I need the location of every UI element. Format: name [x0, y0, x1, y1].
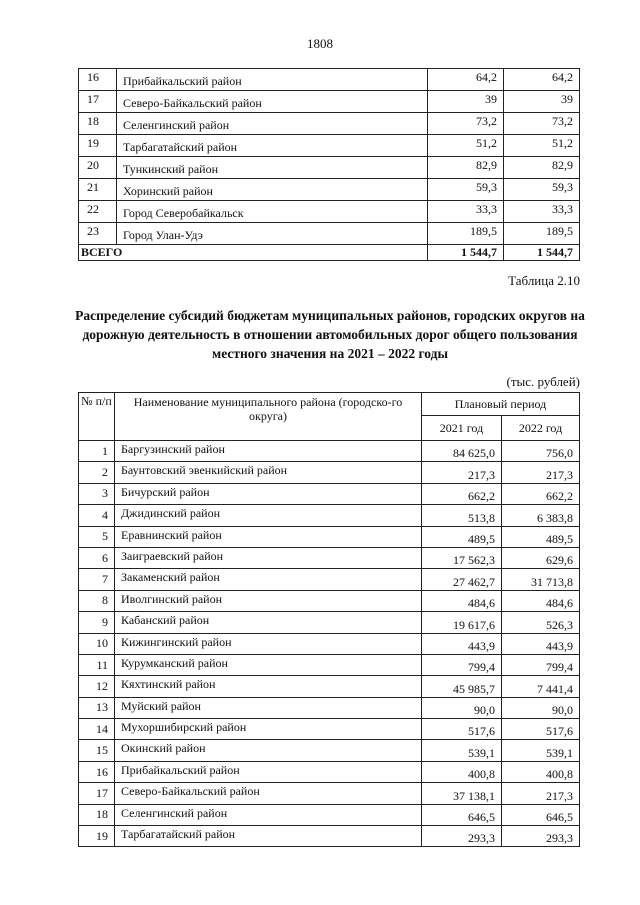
table-row	[79, 201, 580, 223]
table-row	[79, 547, 580, 568]
row-number: 2	[79, 462, 115, 483]
table-row	[79, 135, 580, 157]
row-number: 14	[79, 719, 115, 740]
table-row	[79, 441, 580, 462]
table-row	[79, 633, 580, 654]
row-value-2021: 539,1	[422, 740, 502, 761]
row-value-1: 51,2	[428, 135, 504, 157]
row-value-2021: 646,5	[422, 804, 502, 825]
row-value-2021: 443,9	[422, 633, 502, 654]
row-value-1: 189,5	[428, 223, 504, 245]
table-row	[79, 569, 580, 590]
top-continuation-table	[78, 68, 580, 261]
row-name: Баргузинский район	[115, 441, 422, 462]
row-number: 21	[79, 179, 117, 201]
header-number: № п/п	[79, 393, 115, 441]
table-row	[79, 697, 580, 718]
row-value-2021: 37 138,1	[422, 783, 502, 804]
row-name: Муйский район	[115, 697, 422, 718]
row-value-2022: 646,5	[502, 804, 580, 825]
row-name: Кяхтинский район	[115, 676, 422, 697]
row-number: 5	[79, 526, 115, 547]
row-number: 7	[79, 569, 115, 590]
row-value-2021: 45 985,7	[422, 676, 502, 697]
row-number: 16	[79, 761, 115, 782]
row-number: 3	[79, 483, 115, 504]
table-row	[79, 590, 580, 611]
row-value-2: 33,3	[504, 201, 580, 223]
row-value-2021: 19 617,6	[422, 612, 502, 633]
row-value-2021: 484,6	[422, 590, 502, 611]
row-name: Тарбагатайский район	[117, 135, 428, 157]
row-value-2: 73,2	[504, 113, 580, 135]
table-row	[79, 676, 580, 697]
row-name: Кабанский район	[115, 612, 422, 633]
row-number: 20	[79, 157, 117, 179]
row-number: 11	[79, 654, 115, 675]
row-number: 18	[79, 804, 115, 825]
row-value-2022: 217,3	[502, 783, 580, 804]
table-row	[79, 223, 580, 245]
table-row	[79, 826, 580, 847]
row-number: 4	[79, 505, 115, 526]
row-value-2022: 489,5	[502, 526, 580, 547]
row-value-2: 51,2	[504, 135, 580, 157]
row-name: Прибайкальский район	[115, 761, 422, 782]
row-number: 19	[79, 135, 117, 157]
page-number: 1808	[307, 36, 333, 51]
row-number: 19	[79, 826, 115, 847]
row-value-2021: 517,6	[422, 719, 502, 740]
unit-label: (тыс. рублей)	[506, 374, 580, 389]
row-value-2022: 31 713,8	[502, 569, 580, 590]
row-value-2022: 293,3	[502, 826, 580, 847]
row-name: Бичурский район	[115, 483, 422, 504]
row-number: 18	[79, 113, 117, 135]
table-row	[79, 113, 580, 135]
row-value-2022: 7 441,4	[502, 676, 580, 697]
row-value-2022: 217,3	[502, 462, 580, 483]
row-name: Закаменский район	[115, 569, 422, 590]
row-name: Город Улан-Удэ	[117, 223, 428, 245]
row-value-2022: 400,8	[502, 761, 580, 782]
row-number: 13	[79, 697, 115, 718]
row-number: 1	[79, 441, 115, 462]
header-year-2022: 2022 год	[502, 416, 580, 441]
row-value-2021: 90,0	[422, 697, 502, 718]
row-value-2021: 293,3	[422, 826, 502, 847]
row-value-2022: 517,6	[502, 719, 580, 740]
row-value-2: 82,9	[504, 157, 580, 179]
row-name: Заиграевский район	[115, 547, 422, 568]
row-name: Северо-Байкальский район	[115, 783, 422, 804]
row-name: Баунтовский эвенкийский район	[115, 462, 422, 483]
table-row	[79, 654, 580, 675]
row-value-2: 59,3	[504, 179, 580, 201]
row-value-2: 189,5	[504, 223, 580, 245]
row-value-2022: 6 383,8	[502, 505, 580, 526]
row-name: Еравнинский район	[115, 526, 422, 547]
row-value-2022: 629,6	[502, 547, 580, 568]
row-value-2021: 84 625,0	[422, 441, 502, 462]
row-value-2022: 799,4	[502, 654, 580, 675]
row-value-2021: 217,3	[422, 462, 502, 483]
row-number: 8	[79, 590, 115, 611]
row-name: Город Северобайкальск	[117, 201, 428, 223]
row-number: 22	[79, 201, 117, 223]
table-row	[79, 462, 580, 483]
row-value-2021: 400,8	[422, 761, 502, 782]
row-number: 17	[79, 783, 115, 804]
row-value-1: 59,3	[428, 179, 504, 201]
row-value-2021: 489,5	[422, 526, 502, 547]
row-number: 12	[79, 676, 115, 697]
header-year-2021: 2021 год	[422, 416, 502, 441]
row-value-2021: 27 462,7	[422, 569, 502, 590]
row-number: 9	[79, 612, 115, 633]
row-value-2021: 662,2	[422, 483, 502, 504]
table-label: Таблица 2.10	[508, 273, 580, 288]
row-value-2: 39	[504, 91, 580, 113]
table-row	[79, 740, 580, 761]
row-value-2021: 17 562,3	[422, 547, 502, 568]
row-name: Мухоршибирский район	[115, 719, 422, 740]
table-row	[79, 719, 580, 740]
row-number: 6	[79, 547, 115, 568]
row-number: 23	[79, 223, 117, 245]
row-name: Окинский район	[115, 740, 422, 761]
row-value-1: 73,2	[428, 113, 504, 135]
row-number: 15	[79, 740, 115, 761]
row-number: 17	[79, 91, 117, 113]
row-name: Селенгинский район	[115, 804, 422, 825]
row-name: Тарбагатайский район	[115, 826, 422, 847]
total-row	[79, 245, 580, 261]
table-row	[79, 483, 580, 504]
table-row	[79, 91, 580, 113]
table-row	[79, 179, 580, 201]
row-value-1: 39	[428, 91, 504, 113]
table-title: Распределение субсидий бюджетам муниципальных районов, городских округов на дорожную деятельность в отношении автомобильных дорог общего пользования местного значения на 2021 – 2022 годы	[75, 308, 585, 361]
subsidy-table	[78, 392, 580, 847]
row-name: Хоринский район	[117, 179, 428, 201]
row-name: Кижингинский район	[115, 633, 422, 654]
row-value-2021: 513,8	[422, 505, 502, 526]
header-planned-period: Плановый период	[422, 393, 580, 416]
table-row	[79, 783, 580, 804]
row-value-2022: 443,9	[502, 633, 580, 654]
table-row	[79, 69, 580, 91]
table-row	[79, 761, 580, 782]
row-value-2022: 526,3	[502, 612, 580, 633]
row-name: Прибайкальский район	[117, 69, 428, 91]
row-number: 10	[79, 633, 115, 654]
row-value-2022: 90,0	[502, 697, 580, 718]
row-value-1: 64,2	[428, 69, 504, 91]
total-value-1: 1 544,7	[428, 245, 504, 261]
row-value-2022: 539,1	[502, 740, 580, 761]
header-row	[79, 393, 580, 416]
row-name: Северо-Байкальский район	[117, 91, 428, 113]
row-value-2021: 799,4	[422, 654, 502, 675]
row-value-2022: 484,6	[502, 590, 580, 611]
row-value-2022: 662,2	[502, 483, 580, 504]
row-name: Курумканский район	[115, 654, 422, 675]
row-value-1: 33,3	[428, 201, 504, 223]
row-value-2: 64,2	[504, 69, 580, 91]
total-label: ВСЕГО	[79, 245, 428, 261]
table-row	[79, 612, 580, 633]
table-row	[79, 505, 580, 526]
table-row	[79, 526, 580, 547]
row-name: Тункинский район	[117, 157, 428, 179]
row-name: Селенгинский район	[117, 113, 428, 135]
row-number: 16	[79, 69, 117, 91]
total-value-2: 1 544,7	[504, 245, 580, 261]
row-value-1: 82,9	[428, 157, 504, 179]
row-name: Иволгинский район	[115, 590, 422, 611]
header-name: Наименование муниципального района (городско-го округа)	[115, 393, 422, 441]
row-name: Джидинский район	[115, 505, 422, 526]
row-value-2022: 756,0	[502, 441, 580, 462]
table-row	[79, 804, 580, 825]
table-row	[79, 157, 580, 179]
